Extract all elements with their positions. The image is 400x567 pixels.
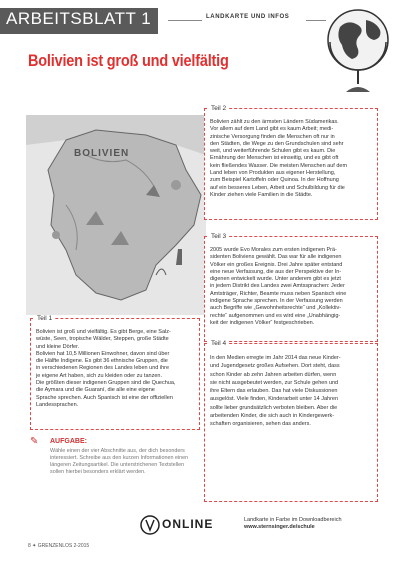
text-line: auf ein besseres Leben, Arbeit und Schulbildung für die — [210, 184, 345, 191]
text-line: schaften organisieren, sehen das anders. — [210, 421, 311, 428]
text-line: und kleine Dörfer. — [36, 343, 80, 350]
box-text — [210, 247, 374, 327]
text-line: Ernährung der Menschen ist einseitig, und es gibt oft — [210, 155, 339, 162]
text-line: indigene Sprache sprechen. In der Verfassung werden — [210, 298, 343, 305]
text-line: Die größten dieser indigenen Gruppen sind die Quechua, — [36, 380, 176, 387]
text-line: eine neue Verfassung, die aus der Perspektive der In- — [210, 268, 342, 275]
text-line: Amtsträger, Richter, Beamte muss neben Spanisch eine — [210, 290, 347, 297]
box-text — [210, 354, 374, 429]
text-line: 2005 wurde Evo Morales zum ersten indigenen Prä- — [210, 247, 337, 253]
info-box-teil-4 — [204, 340, 378, 502]
text-line: in verschiedenen Regionen des Landes leben und ihre — [36, 365, 170, 372]
box-tag: Teil 1 — [37, 315, 53, 322]
text-line: Sprache sprechen. Auch Spanisch ist eine der offiziellen — [36, 394, 173, 401]
text-line: Vor allem auf dem Land gibt es kaum Arbeit; medi- — [210, 126, 334, 133]
text-line: Völker ein großes Ereignis. Drei Jahre später entstand — [210, 261, 343, 268]
bolivia-map — [26, 115, 206, 315]
text-line: keit der indigenen Völker“ festgeschrieben. — [210, 319, 315, 326]
text-line: ausgelöst. Viele finden, Kinderarbeit unter 14 Jahren — [210, 396, 339, 403]
text-line: die Hälfte Indigene. Es gibt 36 ethnische Gruppen, die — [36, 358, 168, 365]
text-line: arbeitenden Kinder, die sich auch in Kindergewerk- — [210, 413, 335, 420]
online-info — [244, 517, 342, 531]
box-tag: Teil 2 — [211, 105, 227, 112]
text-line: schon Kinder ab zehn Jahren arbeiten dürfen, wenn — [210, 371, 337, 378]
text-line: zum Beispiel Kartoffeln oder Quinoa. In der Hoffnung — [210, 177, 339, 184]
box-text — [210, 119, 374, 199]
page-footer: 8 ✦ GRENZENLOS 2-2015 — [28, 543, 90, 549]
text-line: sidenten Boliviens gewählt. Das war für alle indigenen — [210, 254, 342, 261]
text-line: Landessprachen. — [36, 401, 79, 408]
task-text: Wähle einen der vier Abschnitte aus, der dich besonders interessiert. Schreibe aus den kurzen Informationen einen längeren Zeitungsartikel. Die unterstrichenen Textstellen sollen hierbei besonders erklärt werden. — [50, 448, 189, 475]
text-line: Kinder ziehen viele Familien in die Städte. — [210, 191, 313, 198]
info-box-teil-1 — [30, 315, 200, 430]
online-line-1: Landkarte in Farbe im Downloadbereich — [244, 517, 342, 523]
text-line: weit, und weiterführende Schulen gibt es kaum. Die — [210, 148, 336, 155]
text-line: Land leben von Produkten aus eigener Herstellung, — [210, 170, 336, 177]
text-line: den Städten, die Wege zu den Grundschulen sind sehr — [210, 140, 344, 147]
box-tag: Teil 3 — [211, 233, 227, 240]
online-logo-text: ONLINE — [162, 517, 214, 531]
text-line: wüste, Seen, tropische Wälder, Steppen, große Städte — [36, 336, 169, 343]
box-tag: Teil 4 — [211, 340, 227, 347]
info-box-teil-3 — [204, 233, 378, 342]
text-line: Bolivien ist groß und vielfältig. Es gibt Berge, eine Salz- — [36, 329, 171, 335]
text-line: ihre Eltern das erlauben. Das hat viele Diskussionen — [210, 388, 338, 395]
globe-illustration — [318, 2, 398, 102]
online-link[interactable]: www.sternsinger.de/schule — [244, 524, 315, 530]
pencil-icon: ✎ — [30, 436, 39, 447]
text-line: je eigene Art haben, sich zu kleiden oder zu tanzen. — [36, 372, 162, 379]
text-line: zinische Versorgung finden die Menschen oft nur in — [210, 133, 335, 140]
text-line: rechte“ aufgenommen und es wird eine „Unabhängig- — [210, 312, 341, 319]
text-line: und Jugendgesetz großes Aufsehen. Dort steht, dass — [210, 363, 340, 370]
info-box-teil-2 — [204, 105, 378, 220]
page-title: Bolivien ist groß und vielfältig — [28, 52, 229, 71]
box-text — [36, 329, 196, 409]
text-line: auch Begriffe wie „Gewohnheitsrechte“ und „Kollektiv- — [210, 305, 342, 312]
text-line: sollte lieber grundsätzlich verboten bleiben. Aber die — [210, 404, 338, 411]
text-line: In den Medien erregte im Jahr 2014 das neue Kinder- — [210, 355, 341, 361]
text-line: in jedem Distrikt des Landes zwei Amtssprachen: Jeder — [210, 283, 345, 290]
text-line: sie nicht ausgebeutet werden, zur Schule gehen und — [210, 379, 339, 386]
text-line: die Aymara und die Guaraní, die alle eine eigene — [36, 387, 155, 394]
section-label: LANDKARTE UND INFOS — [206, 14, 290, 20]
text-line: digenen entwickelt wurde. Unter anderem gibt es jetzt — [210, 276, 341, 283]
task-title: AUFGABE: — [50, 438, 87, 445]
header-divider — [168, 20, 202, 21]
text-line: Bolivien hat 10,5 Millionen Einwohner, davon sind über — [36, 350, 170, 357]
text-line: Bolivien zählt zu den ärmsten Ländern Südamerikas. — [210, 119, 339, 125]
text-line: kein fließendes Wasser. Die meisten Menschen auf dem — [210, 162, 348, 169]
map-label-bolivien: BOLIVIEN — [74, 148, 130, 159]
sheet-title: ARBEITSBLATT 1 — [6, 9, 152, 28]
